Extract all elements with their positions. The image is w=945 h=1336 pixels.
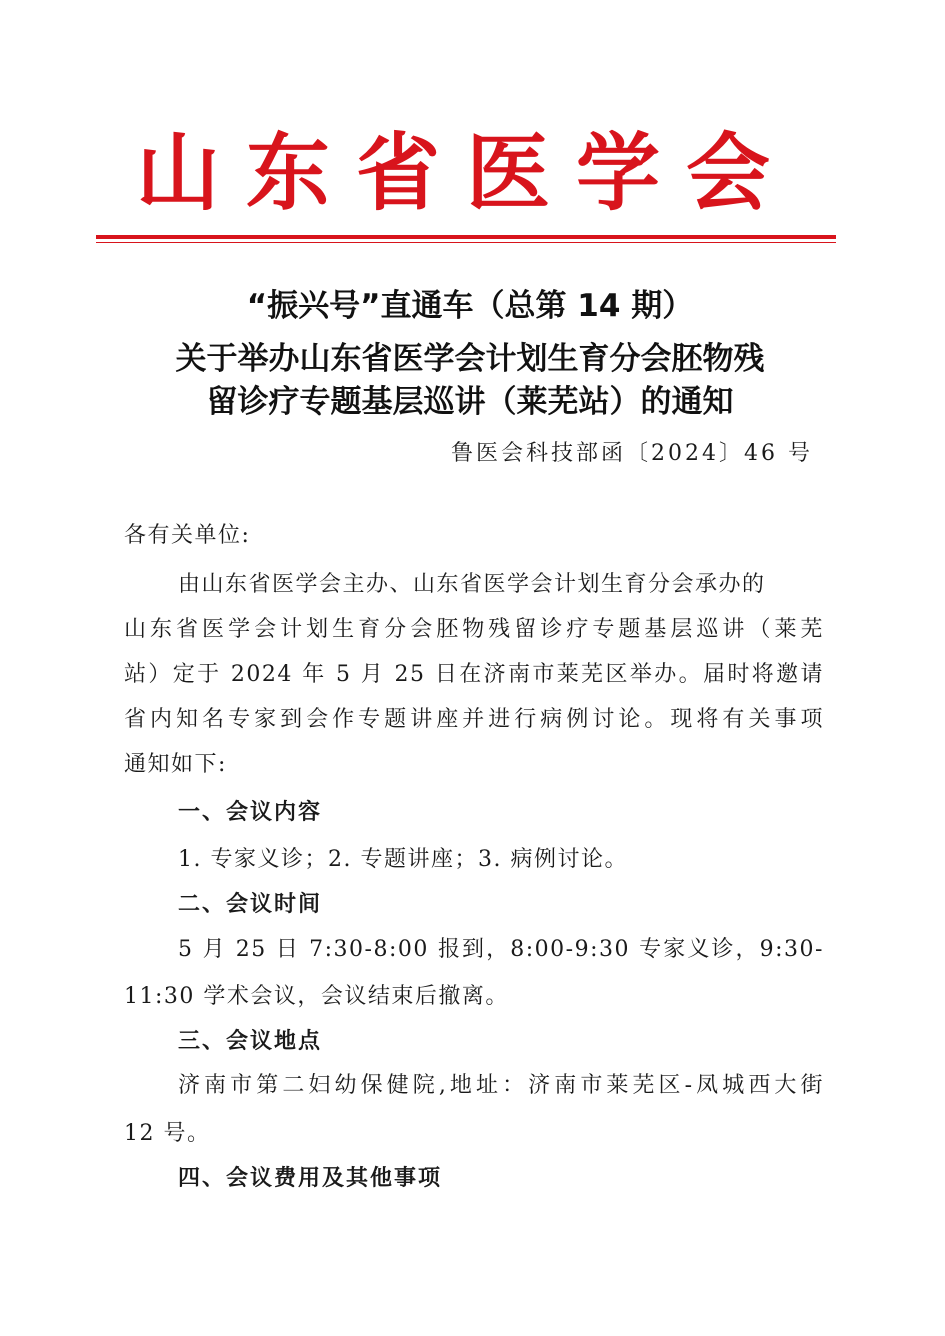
masthead-rule-thin <box>96 242 836 243</box>
masthead-org-name: 山东省医学会 <box>135 123 796 222</box>
section-line: 11:30 学术会议，会议结束后撤离。 <box>124 984 509 1009</box>
section-heading: 三、会议地点 <box>178 1029 323 1054</box>
doc-title-line-2: 关于举办山东省医学会计划生育分会胚物残 <box>175 341 765 377</box>
section-line: 5 月 25 日 7:30-8:00 报到，8:00-9:30 专家义诊，9:30- <box>178 937 824 962</box>
intro-line: 由山东省医学会主办、山东省医学会计划生育分会承办的 <box>178 572 766 597</box>
section-heading: 四、会议费用及其他事项 <box>178 1166 443 1191</box>
section-line: 1. 专家义诊；2. 专题讲座；3. 病例讨论。 <box>178 847 628 872</box>
intro-line: 通知如下: <box>124 752 227 777</box>
section-heading: 一、会议内容 <box>178 800 323 825</box>
masthead-rule-thick <box>96 235 836 239</box>
intro-line: 站）定于 2024 年 5 月 25 日在济南市莱芜区举办。届时将邀请 <box>124 662 824 687</box>
section-line: 12 号。 <box>124 1121 211 1146</box>
intro-line: 山东省医学会计划生育分会胚物残留诊疗专题基层巡讲（莱芜 <box>124 617 824 642</box>
salutation: 各有关单位: <box>124 523 251 548</box>
section-heading: 二、会议时间 <box>178 892 323 917</box>
doc-number: 鲁医会科技部函〔2024〕46 号 <box>451 441 813 466</box>
section-line: 济南市第二妇幼保健院,地址：济南市莱芜区-凤城西大街 <box>178 1073 824 1098</box>
intro-line: 省内知名专家到会作专题讲座并进行病例讨论。现将有关事项 <box>124 707 824 732</box>
doc-title-line-3: 留诊疗专题基层巡讲（莱芜站）的通知 <box>206 384 734 420</box>
doc-title-line-1: “振兴号”直通车（总第 14 期） <box>246 288 694 324</box>
